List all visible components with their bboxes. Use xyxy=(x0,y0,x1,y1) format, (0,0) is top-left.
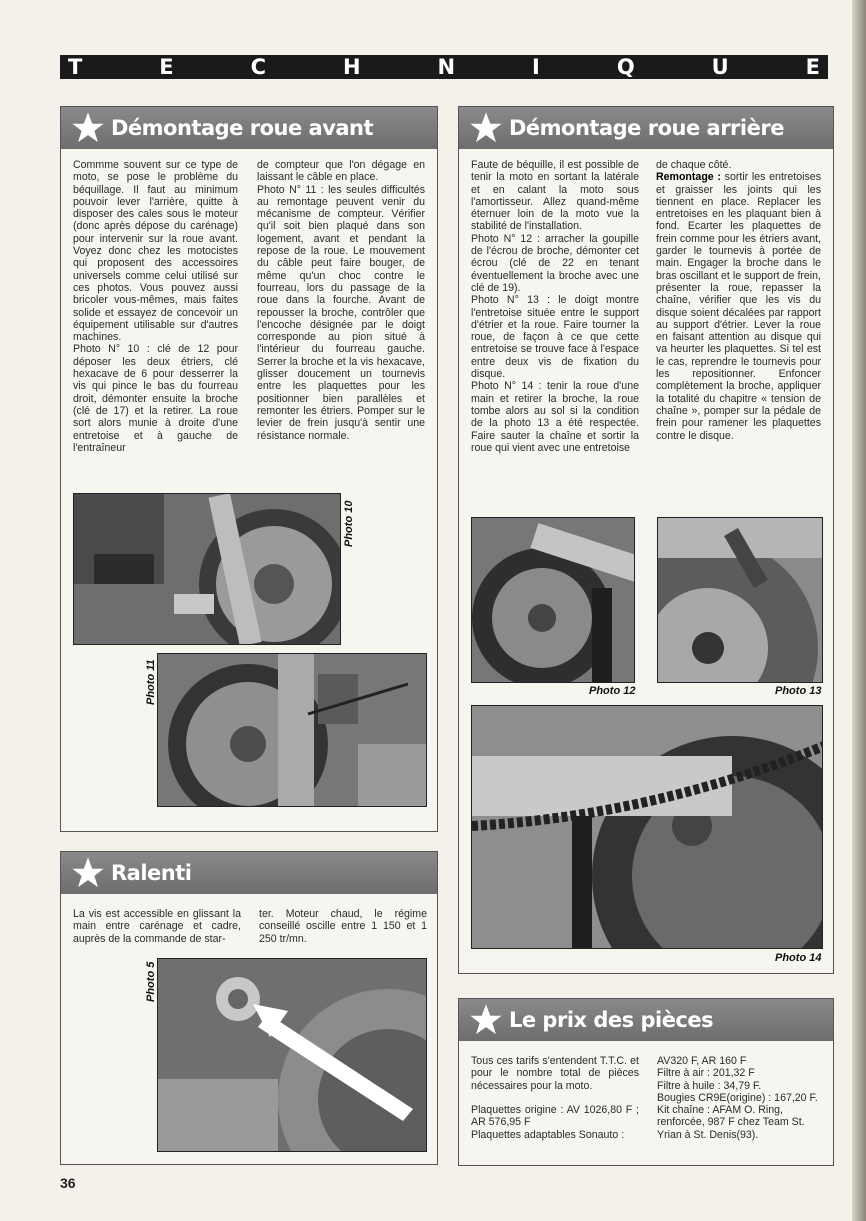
rear-sprocket-photo xyxy=(658,518,823,683)
rear-chain-photo xyxy=(472,706,823,949)
photo-13-image xyxy=(657,517,823,683)
idle-section xyxy=(60,851,438,1165)
photo-11-caption: Photo 11 xyxy=(145,659,157,705)
section-header xyxy=(459,107,833,149)
idle-text-col1: La vis est accessible en glissant la main entre carénage et cadre, auprès de la commande de star- xyxy=(73,908,241,945)
photo-14-image xyxy=(471,705,823,949)
banner-letter: H xyxy=(342,55,361,79)
banner-letter: Q xyxy=(616,55,635,79)
section-title: Démontage roue arrière xyxy=(509,116,784,140)
photo-13-caption: Photo 13 xyxy=(775,685,822,697)
photo-5-caption: Photo 5 xyxy=(145,961,157,1002)
front-wheel-section xyxy=(60,106,438,832)
banner-letter: T xyxy=(68,55,83,79)
prices-text-col2: AV320 F, AR 160 F Filtre à air : 201,32 F Filtre à huile : 34,79 F. Bougies CR9E(origine) : 167,20 F. Kit chaîne : AFAM O. Ring, renforcée, 987 F chez Team St. Yrian à St. Denis(93). xyxy=(657,1055,818,1141)
banner-letter: I xyxy=(532,55,540,79)
prices-text-col1: Tous ces tarifs s'entendent T.T.C. et pour le nombre total de pièces nécessaires pour la moto. Plaquettes origine : AV 1026,80 F ; AR 576,95 F Plaquettes adaptables Sonauto : xyxy=(471,1055,639,1141)
front-text-col2: de compteur que l'on dégage en laissant le câble en place. Photo N° 11 : les seules difficultés au remontage peuvent venir du mécanisme de compteur. Vérifier qu'il soit bien plaqué dans son logement, avant et pendant la repose de la roue. Le mouvement du câble peut faire bouger, de même qu'un choc contre le fourreau, lors du passage de la roue dans la fourche. Avant de repousser la broche, contrôler que l'encoche désignée par le doigt corresponde au pion situé à l'intérieur du fourreau gauche. Serrer la broche et la vis hexacave, glisser doucement un tournevis entre les plaquettes pour les positionner bien parallèles et remonter les étriers. Pomper sur le levier de frein jusqu'à sentir une résistance normale. xyxy=(257,159,425,442)
rear-text-col1: Faute de béquille, il est possible de tenir la moto en sortant la latérale et en calant la moto sous l'amortisseur. Allez quand-même éternuer loin de la moto vue la stabilité de l'installation. Photo N° 12 : arracher la goupille de l'écrou de broche, démonter cet écrou (clé de 22 en tenant éventuellement la broche avec une clé de 19). Photo N° 13 : le doigt montre l'entretoise située entre le support d'étrier et la roue. Faire tourner la roue, de façon à ce que cette entretoise se trouve face à l'espace entre deux vis de fixation du disque. Photo N° 14 : tenir la roue d'une main et retirer la broche, la roue tombe alors au sol si la condition de la photo 13 a été respectée. Faire sauter la chaîne et sortir la roue qui vient avec une entretoise xyxy=(471,159,639,454)
photo-14-caption: Photo 14 xyxy=(775,952,822,964)
page-number: 36 xyxy=(60,1175,76,1191)
banner-letter: E xyxy=(805,55,820,79)
star-icon xyxy=(469,1003,503,1037)
photo-12-caption: Photo 12 xyxy=(589,685,636,697)
photo-11-image xyxy=(157,653,427,807)
page-edge xyxy=(852,0,866,1221)
photo-10-caption: Photo 10 xyxy=(343,500,355,547)
rear-text-col2 xyxy=(656,159,821,442)
section-title: Ralenti xyxy=(111,861,192,885)
front-text-col1: Commme souvent sur ce type de moto, se pose le problème du béquillage. Il faut au minimum pouvoir lever l'arrière, quitte à disposer des cales sous le moteur (donc après dépose du carénage) pour intervenir sur la roue avant. Voyez donc chez les motocistes qui proposent des accessoires universels comme celui utilisé sur ces photos. Vous pouvez aussi bricoler vous-mêmes, mais faites solide et essayez de concevoir un équipement utilisable sur d'autres machines. Photo N° 10 : clé de 12 pour déposer les deux étriers, clé hexacave de 6 pour desserrer la vis qui pince le bas du fourreau droit, démonter ensuite la broche (clé de 17) et la retirer. La roue sort alors munie à droite d'une entretoise et à gauche de l'entraîneur xyxy=(73,159,238,454)
rear-col2-body: sortir les entretoises et graisser les joints qui les tiennent en place. Replacer les entretoises en les plaquant bien à fond. Ecarter les plaquettes de frein comme pour les étriers avant, garder le tournevis à portée de main. Engager la broche dans le bras oscillant et le support de frein, présenter la roue, repasser la chaîne, vérifier que les vis du disque soient décalées par rapport au support d'étrier. Lever la roue en faisant attention au disque qui va heurter les plaquettes. Si tel est le cas, reprendre le tournevis pour les repositionner. Enfoncer complètement la broche, appliquer la totalité du chapitre « tension de chaîne », pomper sur la pédale de frein pour ramener les plaquettes contre le disque. xyxy=(656,171,821,442)
banner-letter: U xyxy=(711,55,729,79)
rear-col2-lead: de chaque côté. xyxy=(656,159,732,171)
section-title: Démontage roue avant xyxy=(111,116,374,140)
remontage-heading: Remontage : xyxy=(656,171,721,184)
rear-wheel-section xyxy=(458,106,834,974)
photo-12-image xyxy=(471,517,635,683)
section-header xyxy=(61,107,437,149)
photo-10-image xyxy=(73,493,341,645)
banner-letter: E xyxy=(159,55,174,79)
idle-text-col2: ter. Moteur chaud, le régime conseillé oscille entre 1 150 et 1 250 tr/mn. xyxy=(259,908,427,945)
section-header xyxy=(459,999,833,1041)
star-icon xyxy=(71,111,105,145)
front-caliper-photo xyxy=(158,654,427,807)
front-fork-photo xyxy=(74,494,341,645)
banner-letter: N xyxy=(437,55,456,79)
technique-banner xyxy=(60,55,828,79)
section-title: Le prix des pièces xyxy=(509,1008,714,1032)
rear-axle-photo xyxy=(472,518,635,683)
star-icon xyxy=(71,856,105,890)
idle-screw-photo xyxy=(158,959,427,1152)
section-header xyxy=(61,852,437,894)
photo-5-image xyxy=(157,958,427,1152)
parts-prices-section xyxy=(458,998,834,1166)
star-icon xyxy=(469,111,503,145)
banner-letter: C xyxy=(250,55,267,79)
